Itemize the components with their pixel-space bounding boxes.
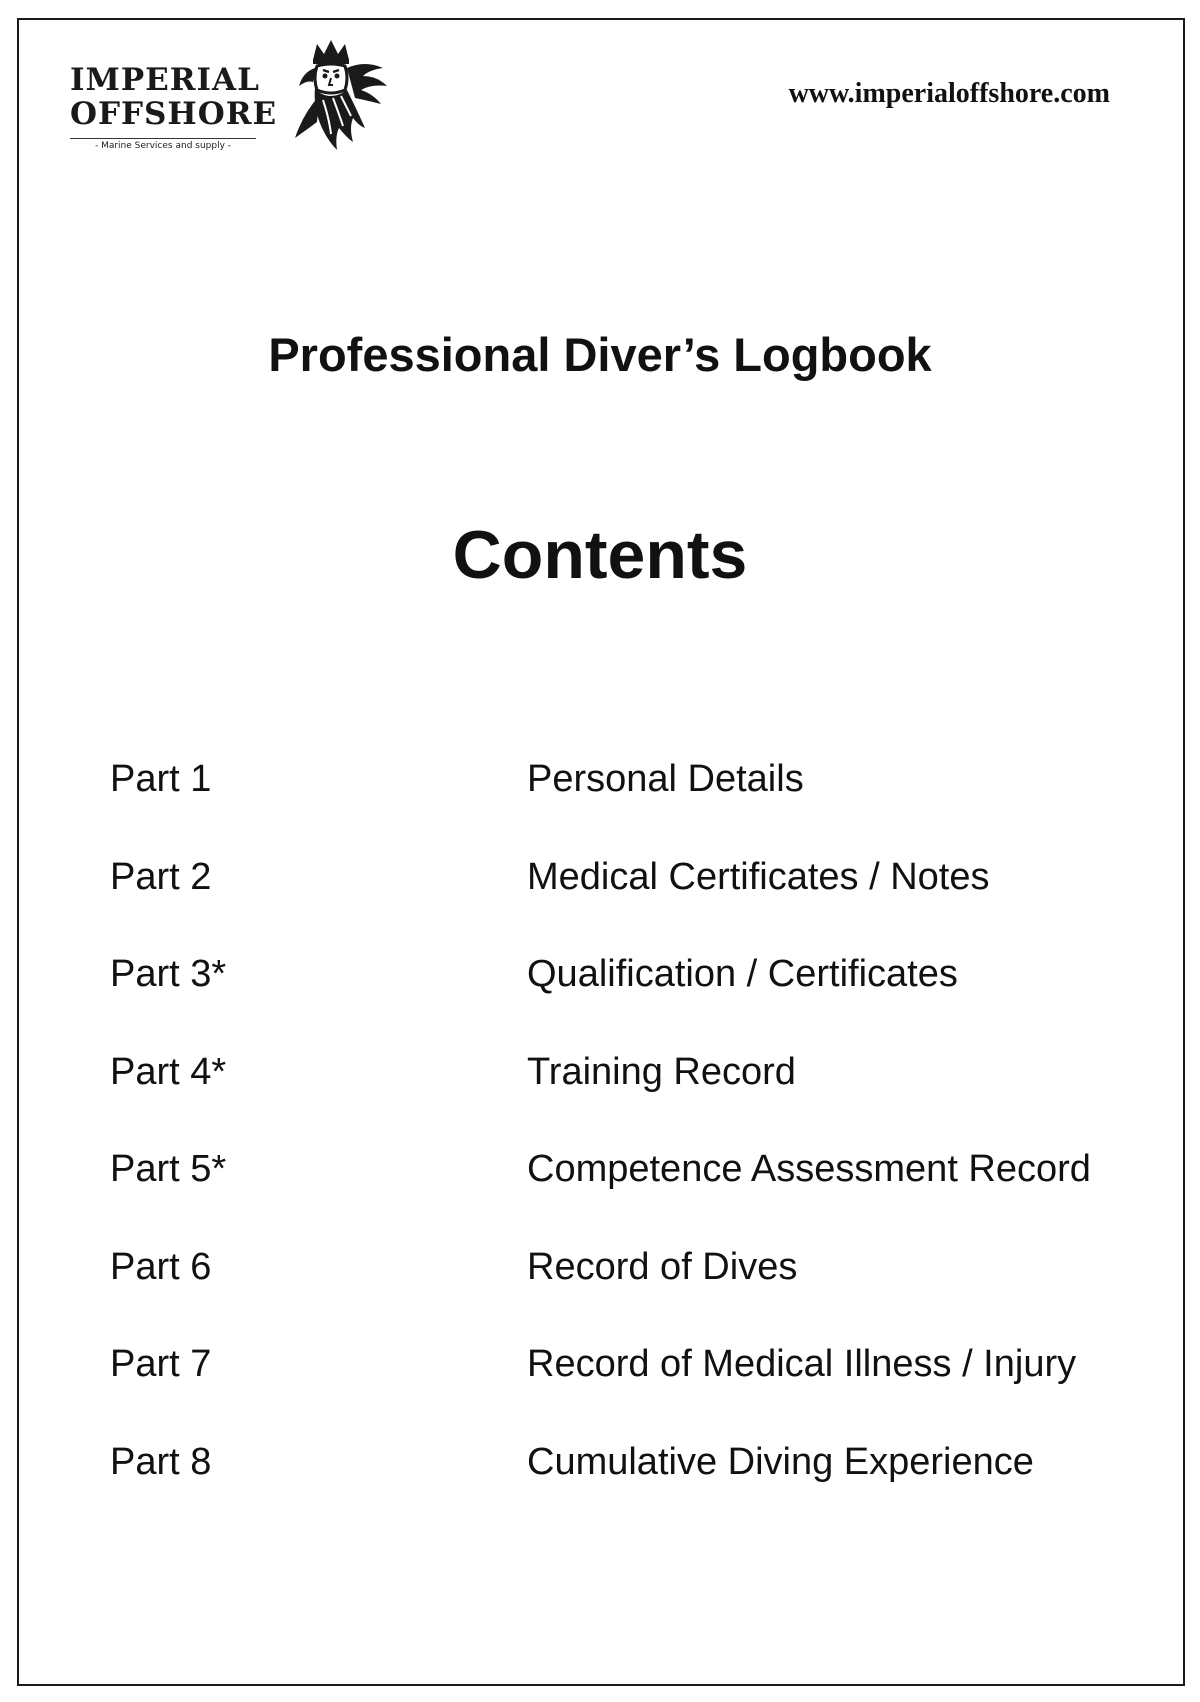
toc-part-label: Part 2 (110, 855, 212, 898)
toc-section-title: Training Record (527, 1050, 796, 1093)
toc-section-title: Qualification / Certificates (527, 953, 958, 995)
company-logo (68, 38, 388, 156)
logo-text-imperial: IMPERIAL (70, 62, 260, 98)
logo-divider (70, 138, 256, 139)
toc-row-part-4 (110, 1049, 1150, 1147)
website-url: www.imperialoffshore.com (788, 78, 1110, 109)
toc-part-label: Part 1 (110, 758, 212, 800)
logo-tagline: - Marine Services and supply - (94, 141, 232, 151)
toc-row-part-7 (110, 1341, 1150, 1439)
toc-row-part-6 (110, 1244, 1150, 1342)
toc-part-label: Part 6 (110, 1245, 212, 1288)
toc-part-label: Part 8 (110, 1440, 212, 1483)
toc-row-part-5 (110, 1146, 1150, 1244)
toc-section-title: Competence Assessment Record (527, 1148, 1091, 1190)
toc-part-label: Part 5* (110, 1148, 227, 1190)
toc-row-part-2 (110, 854, 1150, 952)
toc-part-label: Part 3* (110, 953, 227, 995)
logo-text-offshore: OFFSHORE (70, 96, 278, 132)
toc-part-label: Part 4* (110, 1050, 227, 1093)
toc-section-title: Record of Dives (527, 1245, 798, 1288)
toc-section-title: Medical Certificates / Notes (527, 855, 990, 898)
toc-row-part-8 (110, 1439, 1150, 1537)
toc-section-title: Record of Medical Illness / Injury (527, 1343, 1077, 1385)
toc-part-label: Part 7 (110, 1343, 212, 1385)
contents-heading: Contents (452, 517, 748, 593)
toc-section-title: Cumulative Diving Experience (527, 1440, 1034, 1483)
document-title: Professional Diver’s Logbook (268, 328, 932, 381)
toc-section-title: Personal Details (527, 758, 804, 800)
neptune-crown-icon (273, 38, 391, 156)
toc-row-part-1 (110, 756, 1150, 854)
toc-row-part-3 (110, 951, 1150, 1049)
table-of-contents (110, 756, 1150, 1536)
